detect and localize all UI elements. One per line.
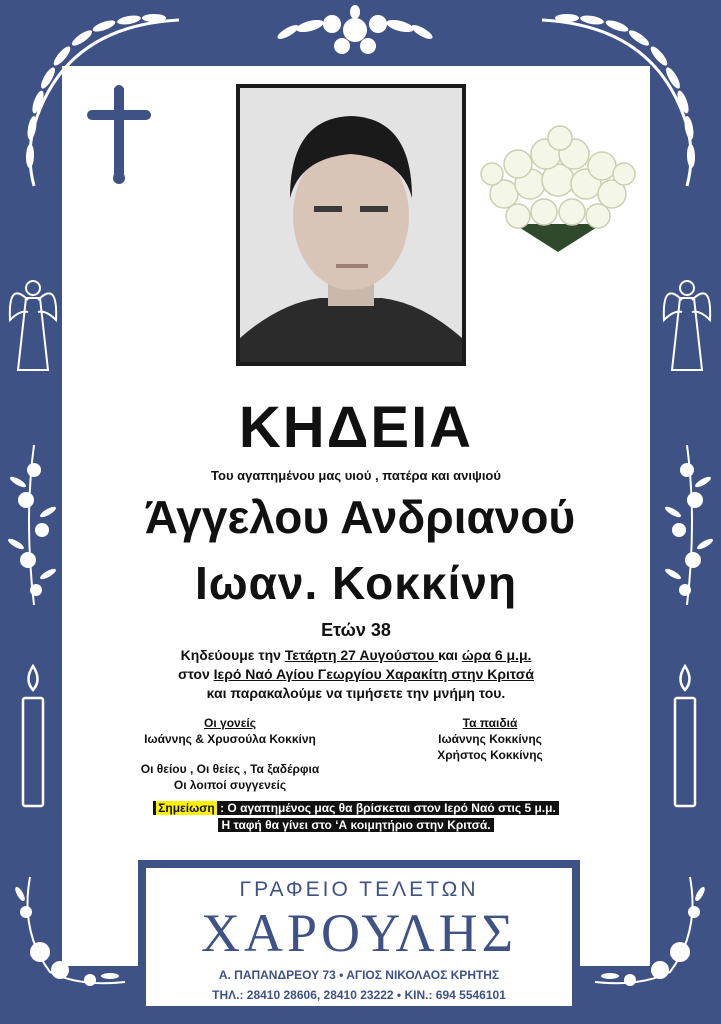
children-label: Τα παιδιά	[462, 716, 518, 730]
left-candle-icon	[16, 662, 50, 812]
right-angel-icon	[660, 270, 714, 380]
ceremony-church: Ιερό Ναό Αγίου Γεωργίου Χαρακίτη στην Κριτσά	[213, 666, 534, 682]
note-label: Σημείωση	[158, 801, 215, 815]
top-floral-ornament-icon	[270, 4, 440, 60]
deceased-name-line2: Ιωαν. Κοκκίνη	[194, 557, 518, 609]
child-name-1: Ιωάννης Κοκκίνης	[438, 732, 542, 746]
right-candle-icon	[668, 662, 702, 812]
child-name-2: Χρήστος Κοκκίνης	[437, 748, 543, 762]
bottom-left-floral-icon	[10, 872, 130, 992]
parents-label: Οι γονείς	[204, 716, 256, 730]
cross-icon	[86, 84, 152, 184]
funeral-home-label: ΓΡΑΦΕΙΟ ΤΕΛΕΤΩΝ	[239, 878, 479, 901]
notice-title: ΚΗΔΕΙΑ	[238, 395, 474, 460]
funeral-home-name: ΧΑΡΟΥΛΗΣ	[200, 903, 518, 963]
bottom-right-floral-icon	[590, 872, 710, 992]
ceremony-date: Τετάρτη 27 Αυγούστου	[284, 647, 439, 663]
ceremony-line3: και παρακαλούμε να τιμήσετε την μνήμη του.	[206, 685, 506, 701]
note-line2: Η ταφή θα γίνει στο ‘Α κοιμητήριο στην Κριτσά.	[218, 818, 493, 832]
portrait-photo	[240, 88, 462, 362]
left-angel-icon	[6, 270, 60, 380]
relatives-line: Οι θείου , Οι θείες , Τα ξαδέρφια	[140, 762, 320, 776]
deceased-age: Ετών 38	[321, 620, 391, 640]
notice-subtitle: Του αγαπημένου μας υιού , πατέρα και ανιψιού	[211, 468, 501, 483]
parents-names: Ιωάννης & Χρυσούλα Κοκκίνη	[144, 732, 316, 746]
ceremony-text: στον	[178, 666, 214, 682]
ceremony-text: και	[438, 647, 462, 663]
funeral-home-address: Α. ΠΑΠΑΝΔΡΕΟΥ 73 • ΑΓΙΟΣ ΝΙΚΟΛΑΟΣ ΚΡΗΤΗΣ	[218, 968, 500, 982]
deceased-name-line1: Άγγελου Ανδριανού	[144, 491, 576, 543]
note-line1	[153, 801, 559, 815]
white-roses-icon	[474, 124, 642, 256]
funeral-home-phones: ΤΗΛ.: 28410 28606, 28410 23222 • ΚΙΝ.: 694 5546101	[212, 988, 506, 1002]
ceremony-time: ώρα 6 μ.μ.	[461, 647, 532, 663]
funeral-home-sign-inner	[146, 868, 572, 1006]
note-line1-text: : Ο αγαπημένος μας θα βρίσκεται στον Ιερό Ναό στις 5 μ.μ.	[216, 801, 556, 815]
ceremony-line2	[62, 666, 650, 682]
ceremony-line1	[62, 647, 650, 663]
portrait-silhouette-icon	[240, 88, 462, 362]
ceremony-text: Κηδεύουμε την	[180, 647, 285, 663]
note-block	[62, 800, 650, 834]
portrait-frame	[236, 84, 466, 366]
funeral-home-sign	[138, 860, 580, 1014]
other-relatives-line: Οι λοιποί συγγενείς	[173, 778, 287, 792]
